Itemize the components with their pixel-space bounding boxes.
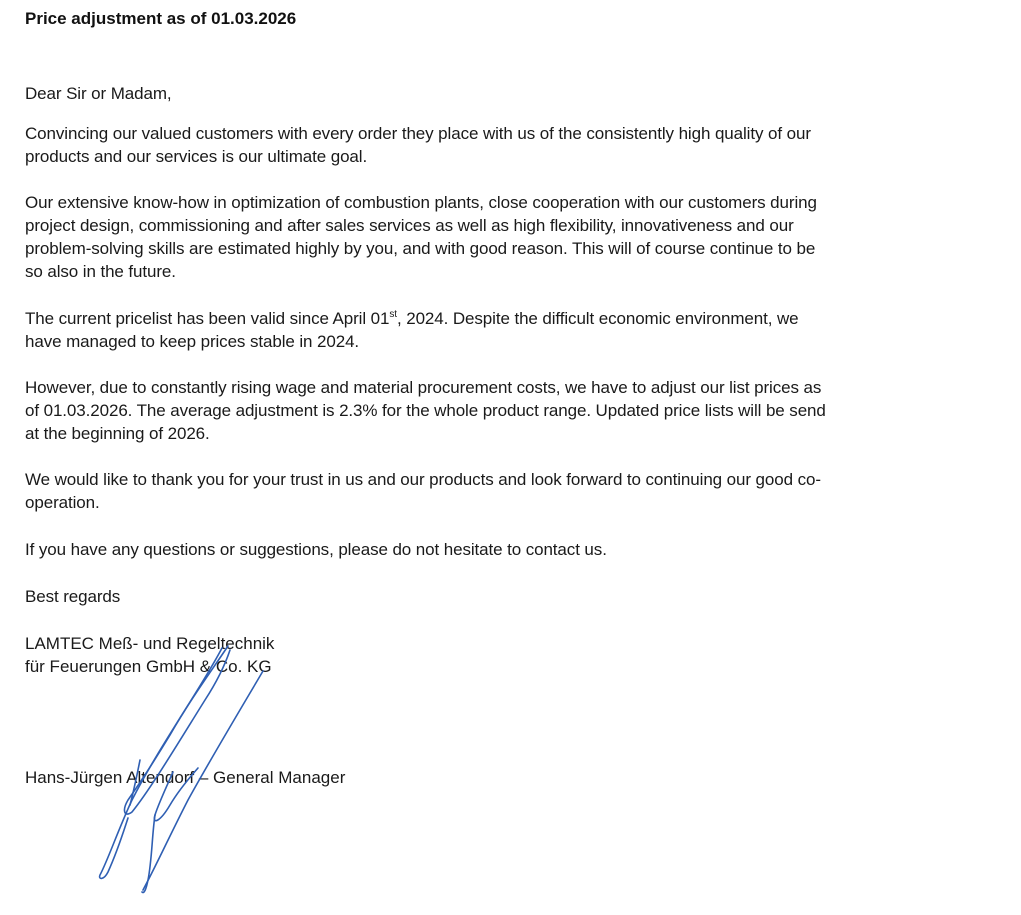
closing [25,585,1005,608]
company-line: für Feuerungen GmbH & Co. KG [25,657,272,676]
closing-text: Best regards [25,587,121,606]
paragraph-thanks [25,468,1005,514]
paragraph-line: products and our services is our ultimate goal. [25,147,368,166]
paragraph-quality-goal [25,122,1005,168]
paragraph-line: problem-solving skills are estimated highly by you, and with good reason. This will of course continue to be [25,239,816,258]
paragraph-line: project design, commissioning and after sales services as well as high flexibility, innovativeness and our [25,216,794,235]
paragraph-line: Convincing our valued customers with every order they place with us of the consistently high quality of our [25,124,811,143]
paragraph-line: have managed to keep prices stable in 2024. [25,332,360,351]
signature-stroke [142,815,155,893]
paragraph-line: If you have any questions or suggestions, please do not hesitate to contact us. [25,540,607,559]
paragraph-line: However, due to constantly rising wage and material procurement costs, we have to adjust our list prices as [25,378,822,397]
company-name [25,632,274,678]
salutation-text: Dear Sir or Madam, [25,84,172,103]
signer-name: Hans-Jürgen Altendorf – General Manager [25,768,346,787]
letter-title: Price adjustment as of 01.03.2026 [25,9,297,28]
paragraph-line [25,307,1005,330]
paragraph-line: of 01.03.2026. The average adjustment is 2.3% for the whole product range. Updated price lists will be send [25,401,826,420]
company-line: LAMTEC Meß- und Regeltechnik [25,634,275,653]
paragraph-line: so also in the future. [25,262,176,281]
signature-stroke [100,648,222,878]
ordinal-suffix: st [389,309,397,320]
paragraph-contact [25,538,1005,561]
paragraph-price-adjustment [25,376,1005,445]
paragraph-line: operation. [25,493,100,512]
text-segment: The current pricelist has been valid since April 01 [25,309,390,328]
salutation [25,82,1005,105]
text-segment: , 2024. Despite the difficult economic environment, we [396,309,799,328]
paragraph-know-how [25,191,1005,283]
paragraph-current-pricelist [25,307,1005,353]
paragraph-line: at the beginning of 2026. [25,424,210,443]
paragraph-line: We would like to thank you for your trust in us and our products and look forward to continuing our good co- [25,470,821,489]
paragraph-line: Our extensive know-how in optimization of combustion plants, close cooperation with our customers during [25,193,817,212]
